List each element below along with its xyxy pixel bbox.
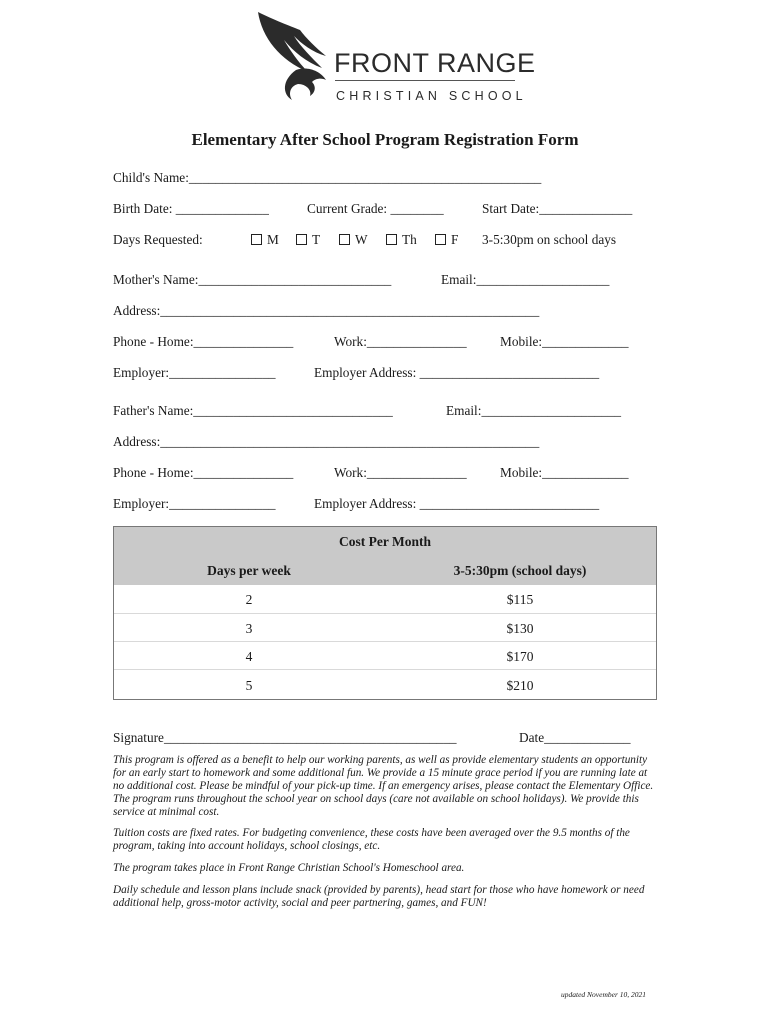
day-checkbox-w[interactable]: W: [339, 232, 368, 248]
column-header-cost: 3-5:30pm (school days): [453, 563, 587, 578]
father-employer-field[interactable]: Employer:________________: [113, 496, 276, 511]
father-phone-home-field[interactable]: Phone - Home:_______________: [113, 465, 294, 480]
table-row-days: 3: [245, 621, 253, 636]
days-requested-label: Days Requested:: [113, 232, 203, 247]
day-checkbox-f[interactable]: F: [435, 232, 458, 248]
father-email-field[interactable]: Email:_____________________: [446, 403, 622, 418]
father-employer-address-field[interactable]: Employer Address: ___________________________: [314, 496, 600, 511]
cost-table: [113, 526, 657, 700]
mother-employer-address-field[interactable]: Employer Address: ___________________________: [314, 365, 600, 380]
table-row-cost: $170: [506, 649, 534, 664]
program-description: This program is offered as a benefit to help our working parents, as well as provide elementary students an opportunity for an early start to homework and some additional fun. We provide a 15 minute grace period if you are running late at no additional cost. Please be mindful of your pick-up time. If an emergency arises, please contact the Elementary Office. The program runs throughout the school year on school days (care not available on school holidays). We provide this service at minimal cost.: [113, 754, 654, 818]
row-divider: [114, 641, 656, 642]
checkbox-icon: [339, 234, 350, 245]
table-row-cost: $130: [506, 621, 534, 636]
table-row-cost: $210: [506, 678, 534, 693]
day-checkbox-t[interactable]: T: [296, 232, 320, 248]
logo-name: FRONT RANGE: [334, 48, 536, 78]
table-row-days: 4: [245, 649, 253, 664]
column-header-days: Days per week: [207, 563, 291, 578]
checkbox-icon: [251, 234, 262, 245]
day-checkbox-th[interactable]: Th: [386, 232, 417, 248]
mother-address-field[interactable]: Address:_________________________________________________________: [113, 303, 540, 318]
schedule-note: Daily schedule and lesson plans include snack (provided by parents), head start for those who have homework or need additional help, gross-motor activity, social and peer partnering, games, and FUN!: [113, 884, 645, 909]
logo-subtitle: CHRISTIAN SCHOOL: [336, 89, 527, 103]
mother-name-field[interactable]: Mother's Name:_____________________________: [113, 272, 392, 287]
mother-phone-home-field[interactable]: Phone - Home:_______________: [113, 334, 294, 349]
mother-work-field[interactable]: Work:_______________: [334, 334, 467, 349]
checkbox-icon: [386, 234, 397, 245]
time-note: 3-5:30pm on school days: [482, 232, 617, 247]
father-name-field[interactable]: Father's Name:______________________________: [113, 403, 393, 418]
school-logo: [250, 10, 536, 103]
day-checkbox-m[interactable]: M: [251, 232, 279, 248]
mother-employer-field[interactable]: Employer:________________: [113, 365, 276, 380]
birth-date-field[interactable]: Birth Date: ______________: [113, 201, 269, 216]
updated-date: updated November 10, 2021: [561, 990, 646, 999]
location-note: The program takes place in Front Range Christian School's Homeschool area.: [113, 862, 465, 874]
father-work-field[interactable]: Work:_______________: [334, 465, 467, 480]
table-row-days: 2: [245, 592, 253, 607]
father-address-field[interactable]: Address:_________________________________________________________: [113, 434, 540, 449]
table-row-days: 5: [245, 678, 253, 693]
logo-divider: [335, 80, 515, 81]
row-divider: [114, 613, 656, 614]
checkbox-icon: [435, 234, 446, 245]
row-divider: [114, 669, 656, 670]
table-row-cost: $115: [506, 592, 534, 607]
date-field[interactable]: Date_____________: [519, 730, 631, 745]
child-name-field[interactable]: Child's Name:_____________________________________________________: [113, 170, 542, 185]
signature-field[interactable]: Signature____________________________________________: [113, 730, 457, 745]
eagle-icon: [250, 10, 335, 100]
checkbox-icon: [296, 234, 307, 245]
father-mobile-field[interactable]: Mobile:_____________: [500, 465, 629, 480]
mother-mobile-field[interactable]: Mobile:_____________: [500, 334, 629, 349]
current-grade-field[interactable]: Current Grade: ________: [307, 201, 444, 216]
form-title: Elementary After School Program Registration Form: [191, 130, 579, 149]
cost-table-title: Cost Per Month: [339, 534, 431, 549]
mother-email-field[interactable]: Email:____________________: [441, 272, 610, 287]
tuition-note: Tuition costs are fixed rates. For budgeting convenience, these costs have been averaged over the 9.5 months of the program, taking into account holidays, school closings, etc.: [113, 827, 630, 852]
start-date-field[interactable]: Start Date:______________: [482, 201, 633, 216]
